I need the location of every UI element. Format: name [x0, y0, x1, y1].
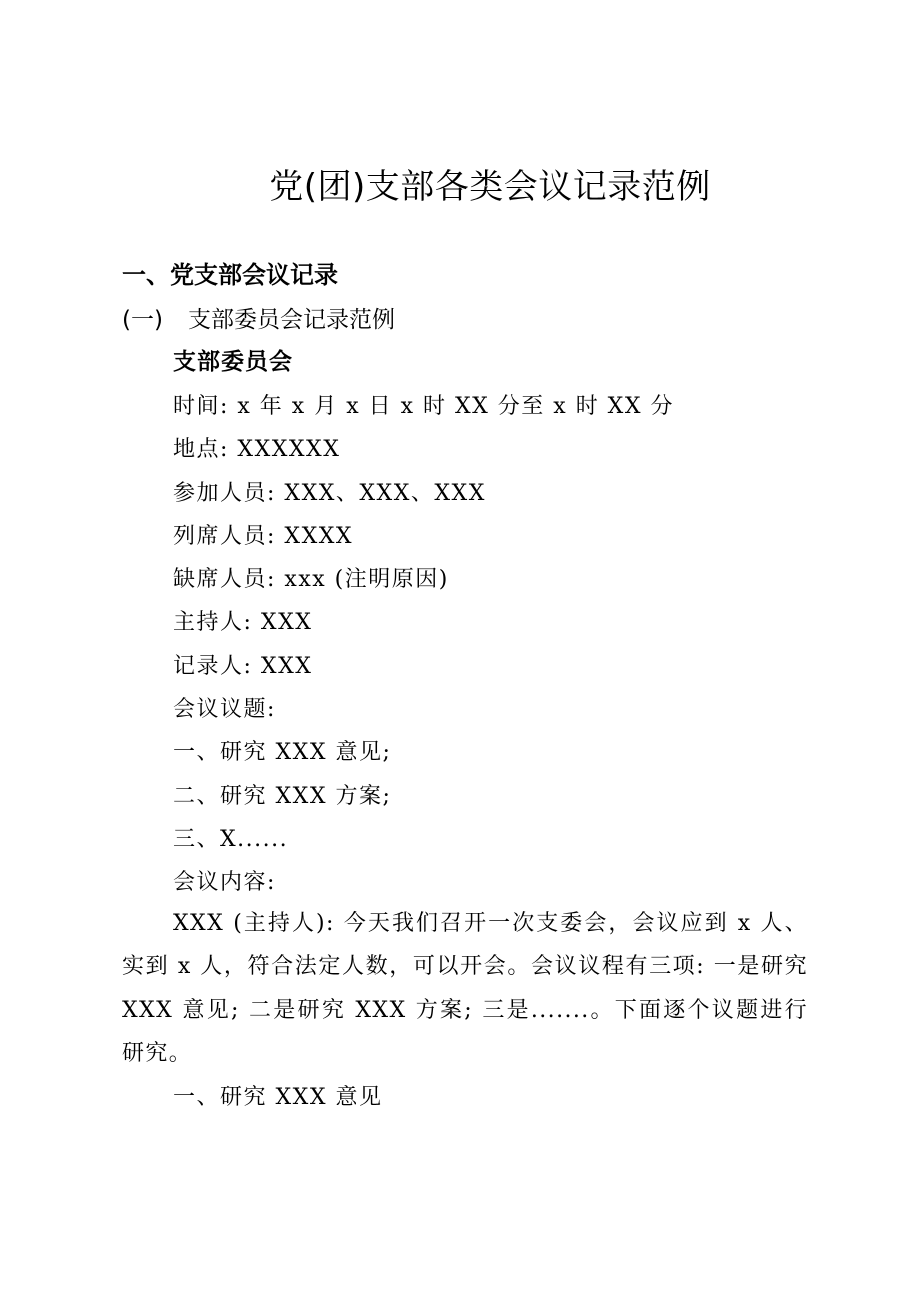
agenda-heading: 会议议题: — [173, 697, 276, 723]
recorder-line: 记录人: XXX — [173, 653, 313, 679]
meeting-details-list — [173, 385, 674, 905]
observers-line: 列席人员: XXXX — [173, 523, 354, 549]
agenda-item-heading: 一、研究 XXX 意见 — [173, 1085, 383, 1110]
agenda-item-1: 一、研究 XXX 意见; — [173, 740, 392, 766]
absentees-line: 缺席人员: xxx (注明原因) — [173, 567, 449, 593]
document-title: 党(团)支部各类会议记录范例 — [269, 167, 711, 207]
meeting-location-line: 地点: XXXXXX — [173, 437, 341, 463]
content-heading: 会议内容: — [173, 870, 276, 896]
attendees-line: 参加人员: XXX、XXX、XXX — [173, 480, 486, 506]
agenda-item-2: 二、研究 XXX 方案; — [173, 783, 392, 809]
subsection-label: 支部委员会记录范例 — [188, 307, 395, 333]
host-line: 主持人: XXX — [173, 610, 313, 636]
agenda-item-3: 三、X...... — [173, 826, 289, 852]
content-paragraph: XXX (主持人): 今天我们召开一次支委会，会议应到 x 人、实到 x 人，符合法定人数，可以开会。会议议程有三项: 一是研究 XXX 意见; 二是研究 XXX 方案; 三是.......。下面逐个议题进行研究。 — [122, 911, 808, 1066]
subsection-heading — [122, 300, 395, 340]
meeting-name: 支部委员会 — [173, 348, 293, 375]
section-heading: 一、党支部会议记录 — [122, 261, 338, 289]
subsection-number: (一) — [122, 307, 163, 333]
meeting-time-line: 时间: x 年 x 月 x 日 x 时 XX 分至 x 时 XX 分 — [173, 394, 675, 419]
